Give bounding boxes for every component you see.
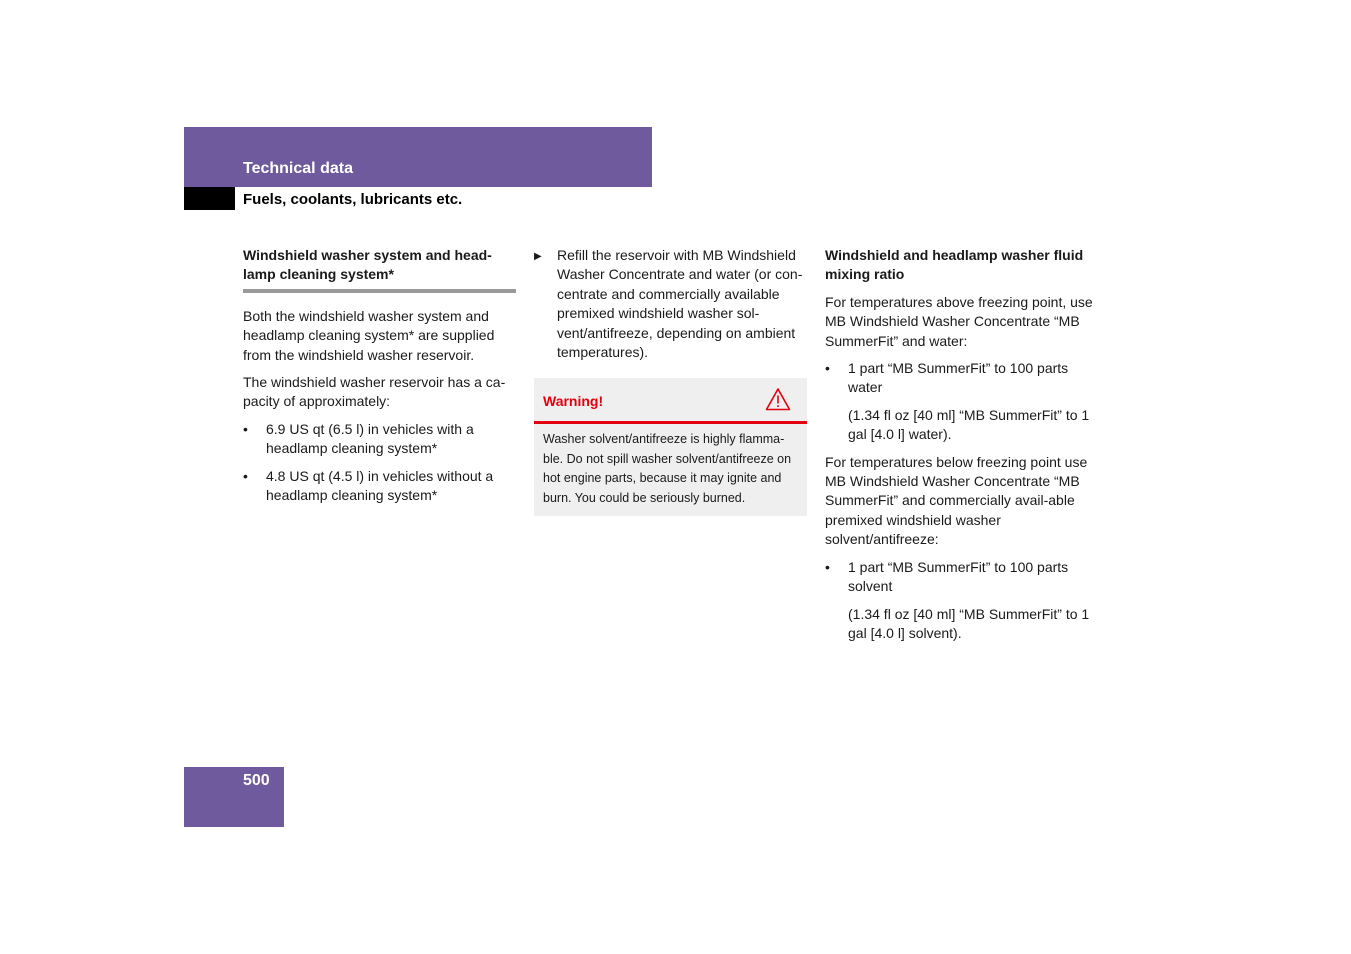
paragraph: Both the windshield washer system and headlamp cleaning system* are supplied from the windshield washer reservoir. <box>243 307 495 363</box>
column-left <box>243 246 516 513</box>
list-item-text: 6.9 US qt (6.5 l) in vehicles with a headlamp cleaning system* <box>266 420 474 457</box>
warning-text: Washer solvent/antifreeze is highly flamma-ble. Do not spill washer solvent/antifreeze on hot engine parts, because it may ignite and burn. You could be seriously burned. <box>543 432 792 505</box>
list-item <box>825 359 1100 398</box>
column-right <box>825 246 1100 651</box>
section-title: Technical data <box>243 160 353 177</box>
page-number: 500 <box>243 772 270 789</box>
bullet-icon: • <box>243 420 248 437</box>
ratio-note: (1.34 fl oz [40 ml] “MB SummerFit” to 1 gal [4.0 l] solvent). <box>848 605 1090 641</box>
warning-header <box>534 378 807 424</box>
step-arrow-icon: ▶ <box>534 251 542 262</box>
paragraph: The windshield washer reservoir has a ca-pacity of approximately: <box>243 374 506 410</box>
warning-triangle-icon <box>765 387 791 411</box>
warning-label: Warning! <box>543 393 604 410</box>
list-item-text: 1 part “MB SummerFit” to 100 parts water <box>848 360 1069 396</box>
list-item <box>243 420 516 459</box>
ratio-note: (1.34 fl oz [40 ml] “MB SummerFit” to 1 gal [4.0 l] water). <box>848 406 1090 443</box>
step-text: Refill the reservoir with MB Windshield Washer Concentrate and water (or con-centrate and commercially available premixed windshield washer sol-vent/antifreeze, depending on ambient temperatures). <box>557 247 803 361</box>
paragraph: For temperatures above freezing point, use MB Windshield Washer Concentrate “MB SummerFit” and water: <box>825 293 1093 349</box>
column-middle <box>534 246 808 516</box>
header-marker <box>184 187 235 210</box>
paragraph: For temperatures below freezing point use MB Windshield Washer Concentrate “MB SummerFit” and commercially avail-able premixed windshield washer solvent/antifreeze: <box>825 453 1088 548</box>
header-band <box>184 127 652 187</box>
bullet-icon: • <box>825 360 830 377</box>
bullet-icon: • <box>825 558 830 575</box>
section-subtitle: Fuels, coolants, lubricants etc. <box>243 191 463 208</box>
bullet-icon: • <box>243 467 248 484</box>
mixing-ratio-heading: Windshield and headlamp washer fluid mixing ratio <box>825 247 1084 283</box>
list-item <box>825 558 1100 597</box>
list-item-text: 1 part “MB SummerFit” to 100 parts solvent <box>848 558 1069 595</box>
heading-rule <box>243 289 516 293</box>
instruction-step <box>534 246 808 362</box>
list-item <box>243 467 516 506</box>
warning-box <box>534 378 807 516</box>
washer-system-heading: Windshield washer system and head-lamp cleaning system* <box>243 247 492 283</box>
list-item-text: 4.8 US qt (4.5 l) in vehicles without a headlamp cleaning system* <box>266 467 494 504</box>
